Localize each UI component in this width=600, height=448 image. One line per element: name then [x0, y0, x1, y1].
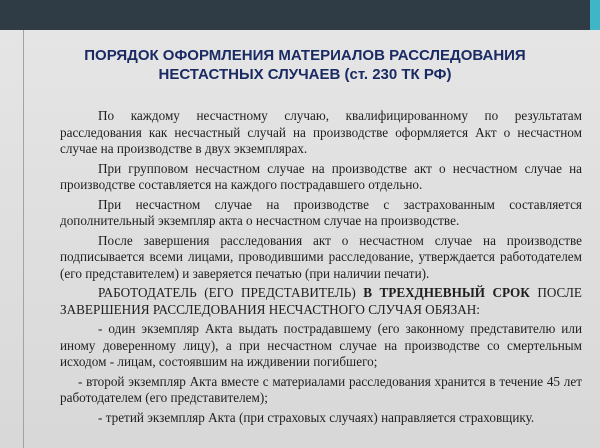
paragraph-3: При несчастном случае на производстве с застрахованным составляется дополнительный экземпляр акта о несчастном случае на производстве.	[60, 196, 582, 228]
paragraph-5	[60, 285, 582, 318]
left-divider	[23, 30, 24, 448]
paragraph-2: При групповом несчастном случае на производстве акт о несчастном случае на производстве составляется на каждого пострадавшего отдельно.	[60, 160, 582, 192]
title-line-1: ПОРЯДОК ОФОРМЛЕНИЯ МАТЕРИАЛОВ РАССЛЕДОВАНИЯ	[84, 47, 526, 64]
title-line-2: НЕСТАСТНЫХ СЛУЧАЕВ (ст. 230 ТК РФ)	[158, 66, 452, 83]
slide-body	[60, 108, 582, 429]
paragraph-5-end: ПОСЛЕ ЗАВЕРШЕНИЯ РАССЛЕДОВАНИЯ НЕСЧАСТНОГО СЛУЧАЯ ОБЯЗАН:	[60, 285, 582, 317]
list-item-1: - один экземпляр Акта выдать пострадавшему (его законному представителю или иному доверенному лицу), а при несчастном случае на производстве со смертельным исходом - лицам, состоявшим на иждивении погибшего;	[60, 321, 582, 369]
top-bar	[0, 0, 600, 30]
paragraph-1: По каждому несчастному случаю, квалифицированному по результатам расследования как несчастный случай на производстве оформляется Акт о несчастном случае на производстве в двух экземплярах.	[60, 108, 582, 156]
paragraph-5-deadline: В ТРЕХДНЕВНЫЙ СРОК	[363, 285, 530, 300]
top-bar-accent	[590, 0, 600, 30]
list-item-2: - второй экземпляр Акта вместе с материалами расследования хранится в течение 45 лет работодателем (его представителем);	[60, 373, 582, 405]
paragraph-5-start: РАБОТОДАТЕЛЬ (ЕГО ПРЕДСТАВИТЕЛЬ)	[98, 285, 364, 300]
paragraph-4: После завершения расследования акт о несчастном случае на производстве подписывается всеми лицами, проводившими расследование, утверждается работодателем (его представителем) и заверяется печатью (при наличии печати).	[60, 232, 582, 281]
slide-title	[30, 46, 580, 84]
list-item-3: - третий экземпляр Акта (при страховых случаях) направляется страховщику.	[98, 409, 535, 425]
